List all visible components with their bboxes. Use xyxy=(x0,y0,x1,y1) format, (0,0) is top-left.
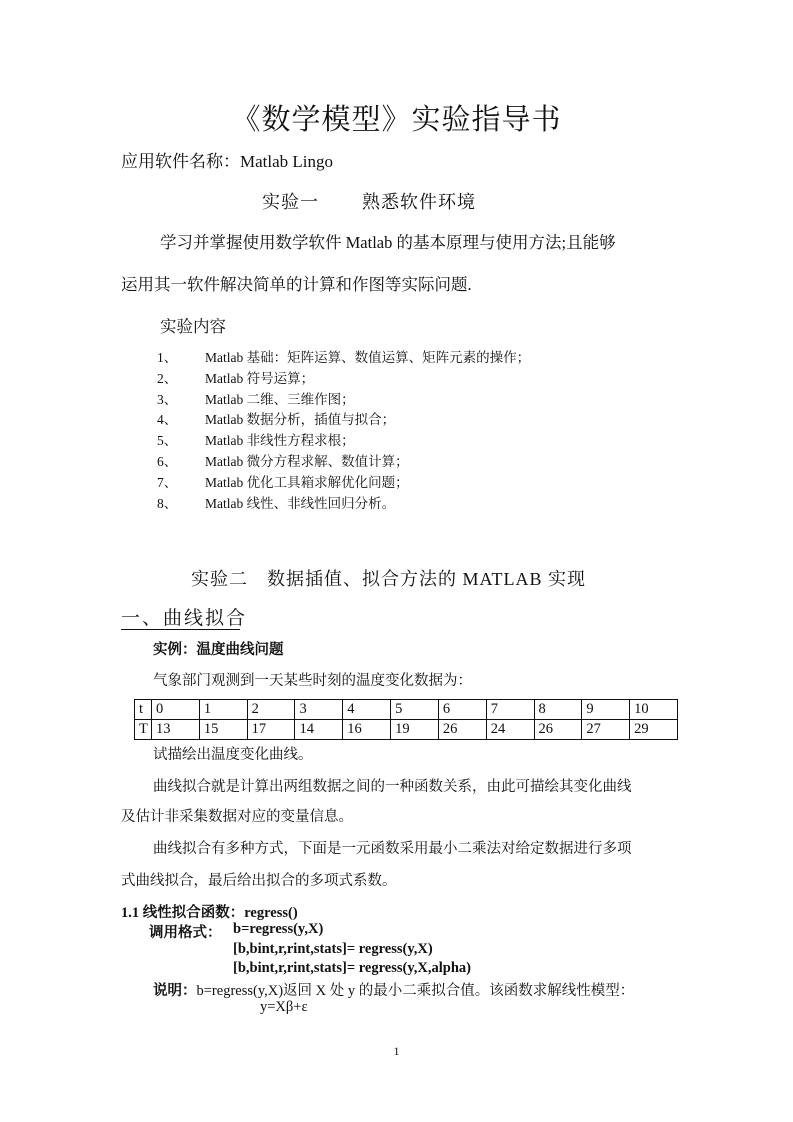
list-item-text: Matlab 数据分析，插值与拟合； xyxy=(205,412,396,428)
table-cell: 14 xyxy=(295,720,343,740)
list-item xyxy=(157,450,530,471)
task-text: 试描绘出温度变化曲线。 xyxy=(153,747,313,763)
table-cell: 4 xyxy=(343,700,391,720)
list-item-text: Matlab 优化工具箱求解优化问题； xyxy=(205,474,409,490)
table-cell: 16 xyxy=(343,720,391,740)
call-format-3: [b,bint,r,rint,stats]= regress(y,X,alpha) xyxy=(233,960,471,976)
exp2-heading: 实验二 数据插值、拟合方法的 MATLAB 实现 xyxy=(191,569,587,589)
list-item-number: 3、 xyxy=(157,391,178,407)
list-item xyxy=(157,346,530,367)
exp1-heading-title: 熟悉软件环境 xyxy=(362,192,476,212)
example-description: 气象部门观测到一天某些时刻的温度变化数据为： xyxy=(153,673,472,689)
list-item-text: Matlab 二维、三维作图； xyxy=(205,391,355,407)
exp1-content-label: 实验内容 xyxy=(160,317,226,336)
table-cell: 8 xyxy=(534,700,582,720)
para2-line2: 式曲线拟合，最后给出拟合的多项式系数。 xyxy=(121,873,397,889)
list-item-number: 4、 xyxy=(157,412,178,428)
subsection-title: 1.1 线性拟合函数：regress() xyxy=(121,905,298,921)
exp1-para-line2: 运用其一软件解决简单的计算和作图等实际问题. xyxy=(121,275,472,294)
list-item xyxy=(157,492,530,513)
description-label: 说明： xyxy=(153,983,197,999)
list-item xyxy=(157,471,530,492)
page-number: 1 xyxy=(393,1044,400,1058)
list-item-number: 8、 xyxy=(157,495,178,511)
list-item-number: 6、 xyxy=(157,453,178,469)
table-cell: 10 xyxy=(630,700,678,720)
table-cell: t xyxy=(135,700,152,720)
table-cell: 6 xyxy=(438,700,486,720)
exp1-heading-number: 实验一 xyxy=(262,192,319,212)
table-cell: 3 xyxy=(295,700,343,720)
table-cell: T xyxy=(135,720,152,740)
table-cell: 24 xyxy=(486,720,534,740)
exp1-para-line1: 学习并掌握使用数学软件 Matlab 的基本原理与使用方法;且能够 xyxy=(160,233,616,252)
table-cell: 13 xyxy=(152,720,200,740)
call-format-2: [b,bint,r,rint,stats]= regress(y,X) xyxy=(233,941,433,957)
para1-line1: 曲线拟合就是计算出两组数据之间的一种函数关系，由此可描绘其变化曲线 xyxy=(153,779,632,795)
list-item xyxy=(157,429,530,450)
table-cell: 5 xyxy=(391,700,439,720)
list-item-text: Matlab 非线性方程求根； xyxy=(205,433,355,449)
table-cell: 7 xyxy=(486,700,534,720)
model-formula: y=Xβ+ε xyxy=(260,999,308,1015)
exp1-content-list xyxy=(157,346,530,512)
table-cell: 17 xyxy=(247,720,295,740)
example-title: 实例：温度曲线问题 xyxy=(153,642,284,658)
call-format-1: b=regress(y,X) xyxy=(233,921,324,937)
section1-underline xyxy=(121,629,240,630)
table-cell: 15 xyxy=(199,720,247,740)
list-item xyxy=(157,367,530,388)
table-cell: 26 xyxy=(534,720,582,740)
software-line: 应用软件名称：Matlab Lingo xyxy=(121,152,334,171)
list-item-text: Matlab 基础：矩阵运算、数值运算、矩阵元素的操作； xyxy=(205,350,531,365)
call-label: 调用格式： xyxy=(149,925,222,941)
list-item-number: 1、 xyxy=(157,350,178,365)
list-item-number: 7、 xyxy=(157,474,178,490)
table-cell: 19 xyxy=(391,720,439,740)
table-row-t xyxy=(135,700,678,720)
description-text: b=regress(y,X)返回 X 处 y 的最小二乘拟合值。该函数求解线性模型： xyxy=(196,983,635,999)
list-item-text: Matlab 符号运算； xyxy=(205,370,315,386)
table-cell: 9 xyxy=(582,700,630,720)
description-line xyxy=(153,979,634,1000)
para1-line2: 及估计非采集数据对应的变量信息。 xyxy=(121,809,353,825)
table-cell: 29 xyxy=(630,720,678,740)
list-item-number: 5、 xyxy=(157,433,178,449)
table-row-T xyxy=(135,720,678,740)
list-item xyxy=(157,388,530,409)
list-item-text: Matlab 微分方程求解、数值计算； xyxy=(205,453,409,469)
table-cell: 2 xyxy=(247,700,295,720)
section1-title: 一、曲线拟合 xyxy=(121,608,248,629)
table-cell: 0 xyxy=(152,700,200,720)
table-cell: 1 xyxy=(199,700,247,720)
table-cell: 26 xyxy=(438,720,486,740)
list-item-number: 2、 xyxy=(157,370,178,386)
table-cell: 27 xyxy=(582,720,630,740)
list-item xyxy=(157,408,530,429)
document-title: 《数学模型》实验指导书 xyxy=(231,104,562,136)
para2-line1: 曲线拟合有多种方式，下面是一元函数采用最小二乘法对给定数据进行多项 xyxy=(153,841,632,857)
temperature-table xyxy=(134,699,678,740)
list-item-text: Matlab 线性、非线性回归分析。 xyxy=(205,495,396,511)
